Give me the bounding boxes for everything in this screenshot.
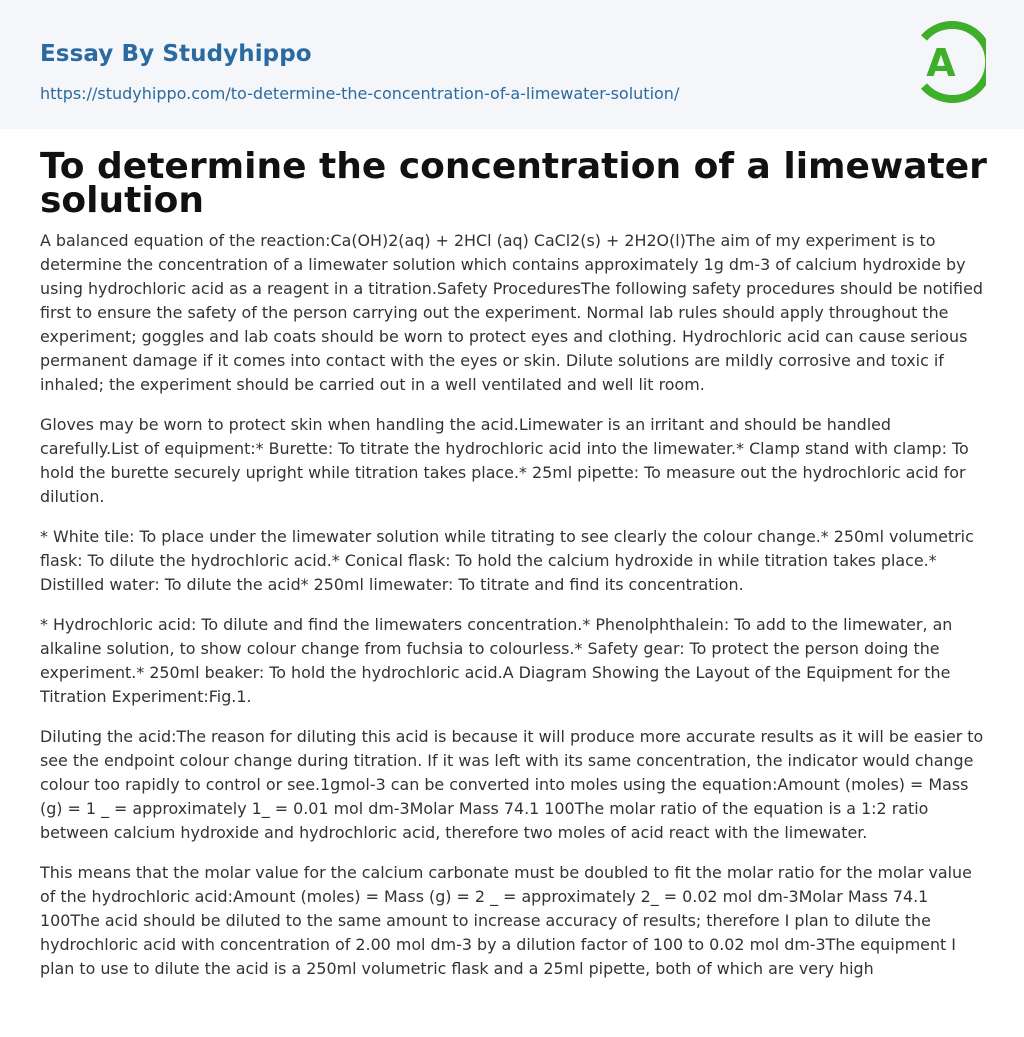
page-title: To determine the concentration of a limewater solution: [40, 146, 987, 221]
paragraph: Gloves may be worn to protect skin when handling the acid.Limewater is an irritant and should be handled carefully.List of equipment:* Burette: To titrate the hydrochloric acid into the limewater.* Clamp stand with clamp: To hold the burette securely upright while titration takes place.* 25ml pipette: To measure out the hydrochloric acid for dilution.: [40, 415, 969, 506]
studyhippo-logo-icon[interactable]: [912, 19, 986, 105]
site-brand[interactable]: Essay By Studyhippo: [40, 41, 312, 67]
logo-letter: A: [926, 41, 956, 85]
paragraph: Diluting the acid:The reason for diluting this acid is because it will produce more accurate results as it will be easier to see the endpoint colour change during titration. If it was left with its same concentration, the indicator would change colour too rapidly to control or see.1gmol-3 can be converted into moles using the equation:Amount (moles) = Mass (g) = 1 _ = approximately 1_ = 0.01 mol dm-3Molar Mass 74.1 100The molar ratio of the equation is a 1:2 ratio between calcium hydroxide and hydrochloric acid, therefore two moles of acid react with the limewater.: [40, 727, 984, 842]
paragraph: This means that the molar value for the calcium carbonate must be doubled to fit the molar ratio for the molar value of the hydrochloric acid:Amount (moles) = Mass (g) = 2 _ = approximately 2_ = 0.02 mol dm-3Molar Mass 74.1 100The acid should be diluted to the same amount to increase accuracy of results; therefore I plan to dilute the hydrochloric acid with concentration of 2.00 mol dm-3 by a dilution factor of 100 to 0.02 mol dm-3The equipment I plan to use to dilute the acid is a 250ml volumetric flask and a 25ml pipette, both of which are very high: [40, 863, 972, 978]
source-url-link[interactable]: https://studyhippo.com/to-determine-the-concentration-of-a-limewater-solution/: [40, 84, 680, 103]
paragraph: * Hydrochloric acid: To dilute and find the limewaters concentration.* Phenolphthalein: To add to the limewater, an alkaline solution, to show colour change from fuchsia to colourless.* Safety gear: To protect the person doing the experiment.* 250ml beaker: To hold the hydrochloric acid.A Diagram Showing the Layout of the Equipment for the Titration Experiment:Fig.1.: [40, 615, 953, 706]
article-body: [40, 229, 988, 997]
site-header: [0, 0, 1024, 129]
paragraph: * White tile: To place under the limewater solution while titrating to see clearly the colour change.* 250ml volumetric flask: To dilute the hydrochloric acid.* Conical flask: To hold the calcium hydroxide in while titration takes place.* Distilled water: To dilute the acid* 250ml limewater: To titrate and find its concentration.: [40, 527, 974, 594]
paragraph: A balanced equation of the reaction:Ca(OH)2(aq) + 2HCl (aq) CaCl2(s) + 2H2O(l)The aim of my experiment is to determine the concentration of a limewater solution which contains approximately 1g dm-3 of calcium hydroxide by using hydrochloric acid as a reagent in a titration.Safety ProceduresThe following safety procedures should be notified first to ensure the safety of the person carrying out the experiment. Normal lab rules should apply throughout the experiment; goggles and lab coats should be worn to protect eyes and clothing. Hydrochloric acid can cause serious permanent damage if it comes into contact with the eyes or skin. Dilute solutions are mildly corrosive and toxic if inhaled; the experiment should be carried out in a well ventilated and well lit room.: [40, 231, 983, 394]
